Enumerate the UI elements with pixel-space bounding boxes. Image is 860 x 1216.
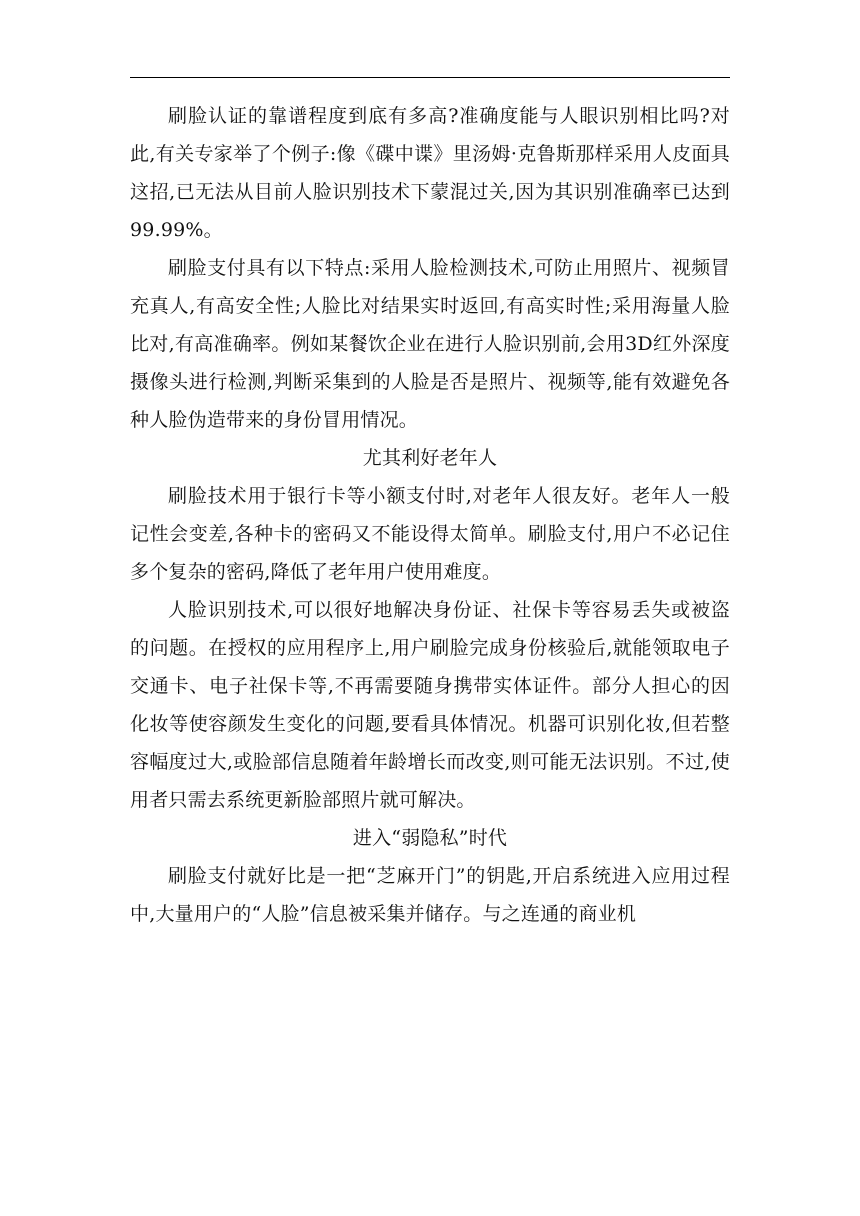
paragraph-elderly-benefits: 刷脸技术用于银行卡等小额支付时,对老年人很友好。老年人一般记性会变差,各种卡的密码又不能设得太简单。刷脸支付,用户不必记住多个复杂的密码,降低了老年用户使用难度。 xyxy=(130,485,730,583)
paragraph-face-payment-features: 刷脸支付具有以下特点:采用人脸检测技术,可防止用照片、视频冒充真人,有高安全性;人脸比对结果实时返回,有高实时性;采用海量人脸比对,有高准确率。例如某餐饮企业在进行人脸识别前,会用3D红外深度摄像头进行检测,判断采集到的人脸是否是照片、视频等,能有效避免各种人脸伪造带来的身份冒用情况。 xyxy=(130,257,730,431)
header-rule xyxy=(130,77,730,78)
paragraph-face-auth-reliability: 刷脸认证的靠谱程度到底有多高?准确度能与人眼识别相比吗?对此,有关专家举了个例子:像《碟中谍》里汤姆·克鲁斯那样采用人皮面具这招,已无法从目前人脸识别技术下蒙混过关,因为其识别准确率已达到99.99%。 xyxy=(130,105,730,241)
paragraph-open-sesame: 刷脸支付就好比是一把“芝麻开门”的钥匙,开启系统进入应用过程中,大量用户的“人脸”信息被采集并储存。与之连通的商业机 xyxy=(130,865,730,925)
document-body xyxy=(130,97,730,933)
section-heading-elderly: 尤其利好老年人 xyxy=(362,447,498,469)
paragraph-id-verification: 人脸识别技术,可以很好地解决身份证、社保卡等容易丢失或被盗的问题。在授权的应用程序上,用户刷脸完成身份核验后,就能领取电子交通卡、电子社保卡等,不再需要随身携带实体证件。部分人担心的因化妆等使容颜发生变化的问题,要看具体情况。机器可识别化妆,但若整容幅度过大,或脸部信息随着年龄增长而改变,则可能无法识别。不过,使用者只需去系统更新脸部照片就可解决。 xyxy=(130,599,730,811)
section-heading-weak-privacy: 进入“弱隐私”时代 xyxy=(352,827,508,849)
